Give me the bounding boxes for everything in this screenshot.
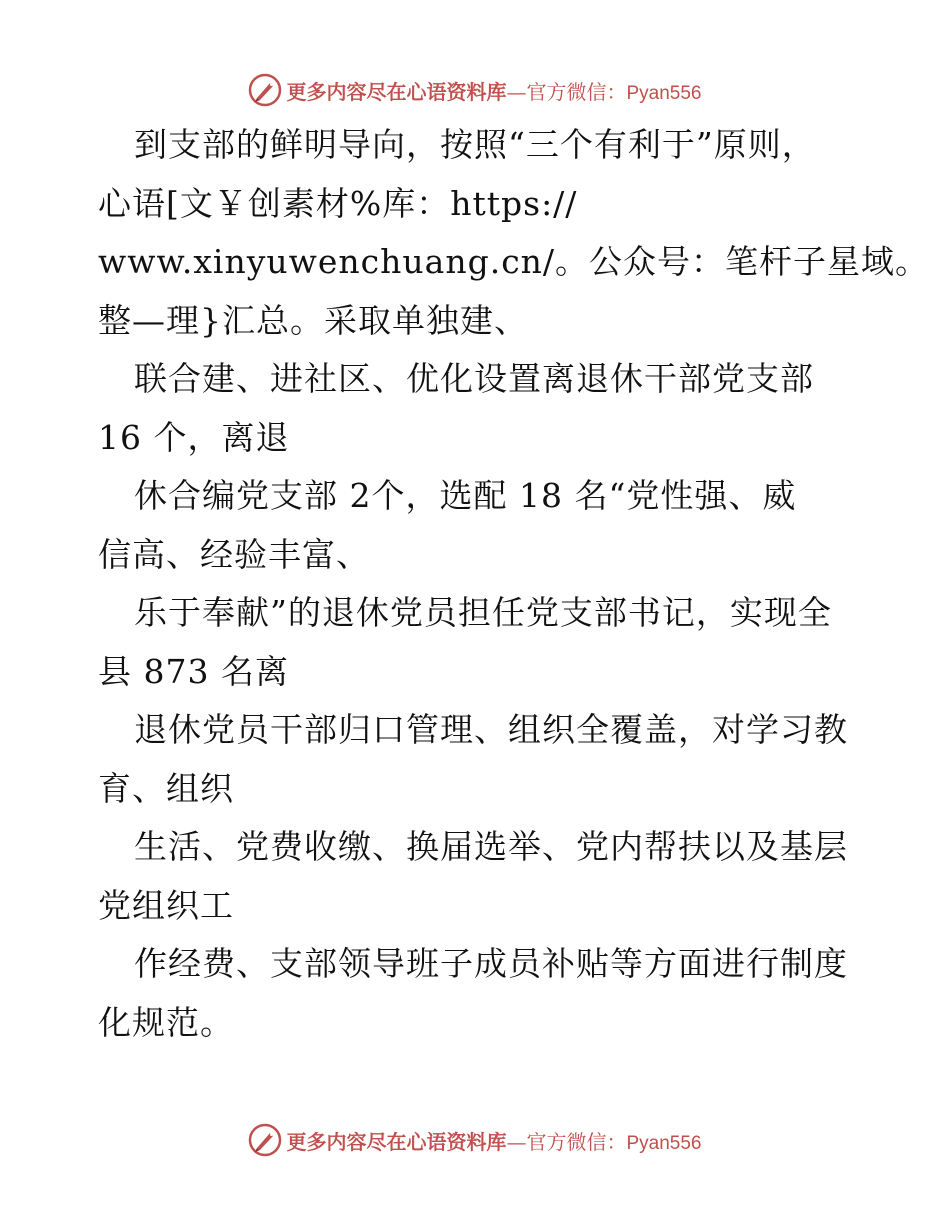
- text-line: 16 个，离退: [98, 417, 290, 457]
- text-line: 党组织工: [98, 885, 234, 925]
- text-line: 心语[文￥创素材%库：https://: [98, 183, 578, 223]
- text-line: www.xinyuwenchuang.cn/。公众号：笔杆子星域。: [98, 242, 930, 281]
- text-line: 作经费、支部领导班子成员补贴等方面进行制度: [134, 944, 848, 983]
- banner-separator: —: [506, 1129, 527, 1154]
- banner-wechat-label: 官方微信：: [526, 1129, 627, 1154]
- text-line: 育、组织: [98, 768, 234, 808]
- text-line: 县 873 名离: [98, 651, 289, 691]
- banner-text: [286, 1126, 701, 1155]
- footer-banner: [0, 1120, 950, 1160]
- banner-wechat-id: Pyan556: [626, 82, 702, 104]
- text-line: 信高、经验丰富、: [98, 534, 370, 574]
- banner-wechat-label: 官方微信：: [526, 79, 627, 104]
- header-banner: [0, 70, 950, 110]
- document-body: [98, 116, 930, 1052]
- pen-logo-icon: [248, 73, 282, 107]
- text-line: 化规范。: [98, 1002, 234, 1042]
- text-line: 休合编党支部 2个，选配 18 名“党性强、威: [134, 476, 797, 515]
- banner-wechat-id: Pyan556: [626, 1132, 702, 1154]
- text-line: 乐于奉献”的退休党员担任党支部书记，实现全: [134, 593, 832, 632]
- text-line: 生活、党费收缴、换届选举、党内帮扶以及基层: [134, 827, 848, 866]
- pen-logo-icon: [248, 1123, 282, 1157]
- banner-separator: —: [506, 79, 527, 104]
- text-line: 退休党员干部归口管理、组织全覆盖，对学习教: [134, 710, 848, 749]
- text-line: 整—理}汇总。采取单独建、: [98, 300, 528, 340]
- banner-main-text: 更多内容尽在心语资料库: [286, 79, 507, 104]
- banner-main-text: 更多内容尽在心语资料库: [286, 1129, 507, 1154]
- banner-text: [286, 76, 701, 105]
- text-line: 到支部的鲜明导向，按照“三个有利于”原则，: [134, 125, 816, 164]
- text-line: 联合建、进社区、优化设置离退休干部党支部: [134, 359, 814, 398]
